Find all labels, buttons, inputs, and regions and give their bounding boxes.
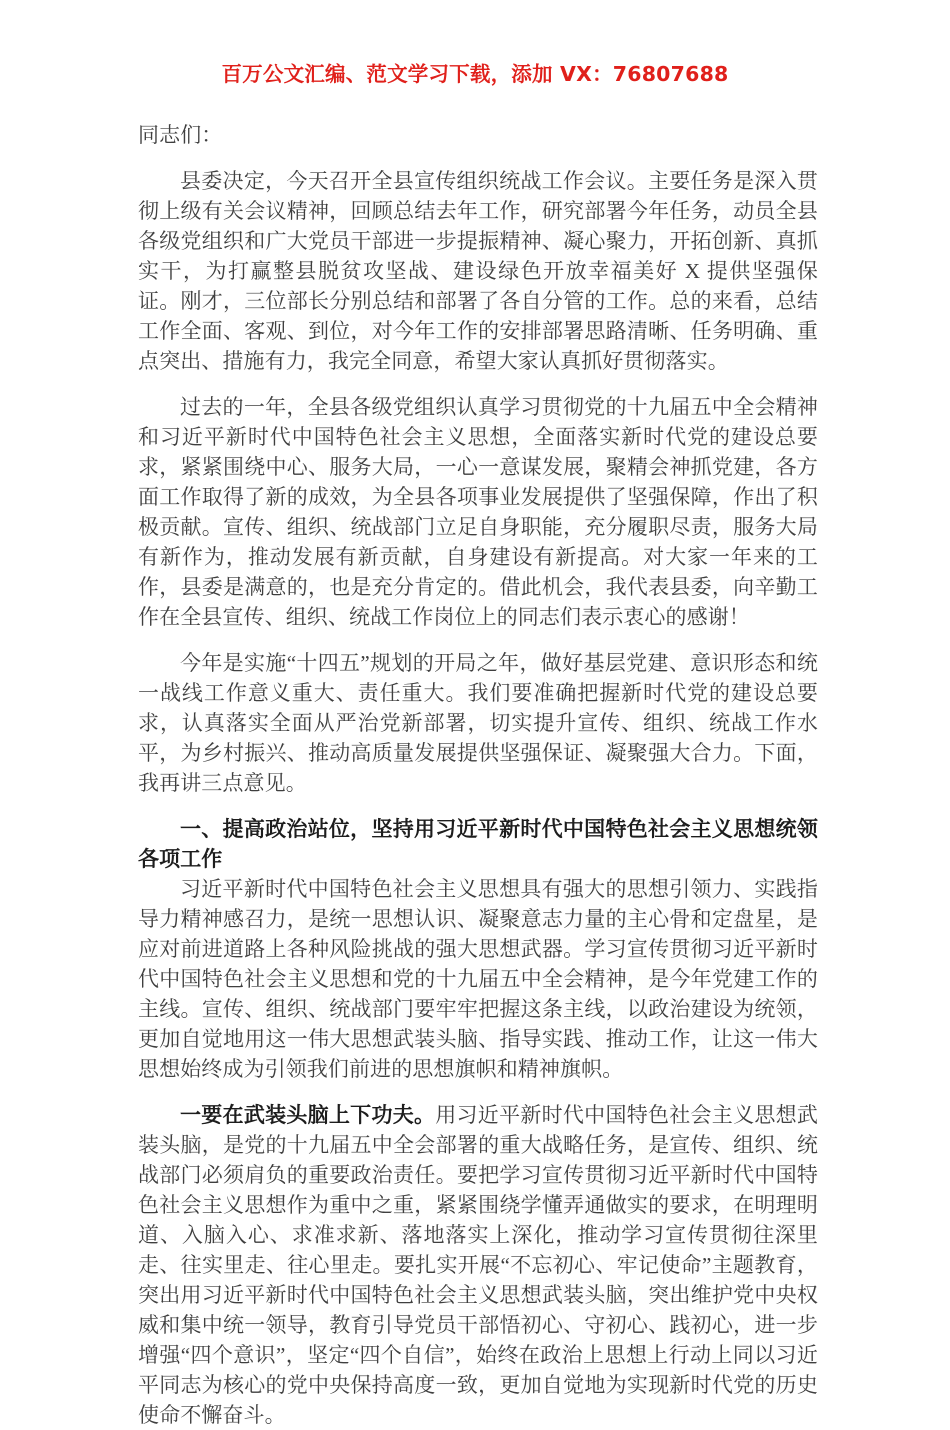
paragraph-1: 县委决定，今天召开全县宣传组织统战工作会议。主要任务是深入贯彻上级有关会议精神，回顾总结去年工作，研究部署今年任务，动员全县各级党组织和广大党员干部进一步提振精神、凝心聚力，开拓创新、真抓实干，为打赢整县脱贫攻坚战、建设绿色开放幸福美好 X 提供坚强保证。刚才，三位部长分别总结和部署了各自分管的工作。总的来看，总结工作全面、客观、到位，对今年工作的安排部署思路清晰、任务明确、重点突出、措施有力，我完全同意，希望大家认真抓好贯彻落实。 bbox=[138, 169, 818, 373]
paragraph-3: 今年是实施“十四五”规划的开局之年，做好基层党建、意识形态和统一战线工作意义重大、责任重大。我们要准确把握新时代党的建设总要求，认真落实全面从严治党新部署，切实提升宣传、组织、统战工作水平，为乡村振兴、推动高质量发展提供坚强保证、凝聚强大合力。下面，我再讲三点意见。 bbox=[138, 651, 818, 795]
subsection-paragraph bbox=[138, 1100, 818, 1430]
promo-banner-text: 百万公文汇编、范文学习下载，添加 VX：76807688 bbox=[221, 62, 729, 86]
section-paragraph: 习近平新时代中国特色社会主义思想具有强大的思想引领力、实践指导力精神感召力，是统一思想认识、凝聚意志力量的主心骨和定盘星，是应对前进道路上各种风险挑战的强大思想武器。学习宣传贯彻习近平新时代中国特色社会主义思想和党的十九届五中全会精神，是今年党建工作的主线。宣传、组织、统战部门要牢牢把握这条主线，以政治建设为统领，更加自觉地用这一伟大思想武装头脑、指导实践、推动工作，让这一伟大思想始终成为引领我们前进的思想旗帜和精神旗帜。 bbox=[138, 877, 818, 1081]
document-body bbox=[138, 120, 818, 1430]
salutation: 同志们： bbox=[138, 123, 223, 147]
subsection-body-text: 用习近平新时代中国特色社会主义思想武装头脑，是党的十九届五中全会部署的重大战略任务，是宣传、组织、统战部门必须肩负的重要政治责任。要把学习宣传贯彻习近平新时代中国特色社会主义思想作为重中之重，紧紧围绕学懂弄通做实的要求，在明理明道、入脑入心、求准求新、落地落实上深化，推动学习宣传贯彻往深里走、往实里走、往心里走。要扎实开展“不忘初心、牢记使命”主题教育，突出用习近平新时代中国特色社会主义思想武装头脑，突出维护党中央权威和集中统一领导，教育引导党员干部悟初心、守初心、践初心，进一步增强“四个意识”，坚定“四个自信”，始终在政治上思想上行动上同以习近平同志为核心的党中央保持高度一致，更加自觉地为实现新时代党的历史使命不懈奋斗。 bbox=[138, 1103, 818, 1427]
section-heading-one: 一、提高政治站位，坚持用习近平新时代中国特色社会主义思想统领各项工作 bbox=[138, 817, 818, 871]
subsection-lead-label: 一要在武装头脑上下功夫。 bbox=[180, 1103, 436, 1127]
paragraph-2: 过去的一年，全县各级党组织认真学习贯彻党的十九届五中全会精神和习近平新时代中国特色社会主义思想，全面落实新时代党的建设总要求，紧紧围绕中心、服务大局，一心一意谋发展，聚精会神抓党建，各方面工作取得了新的成效，为全县各项事业发展提供了坚强保障，作出了积极贡献。宣传、组织、统战部门立足自身职能，充分履职尽责，服务大局有新作为，推动发展有新贡献，自身建设有新提高。对大家一年来的工作，县委是满意的，也是充分肯定的。借此机会，我代表县委，向辛勤工作在全县宣传、组织、统战工作岗位上的同志们表示衷心的感谢！ bbox=[138, 395, 818, 629]
